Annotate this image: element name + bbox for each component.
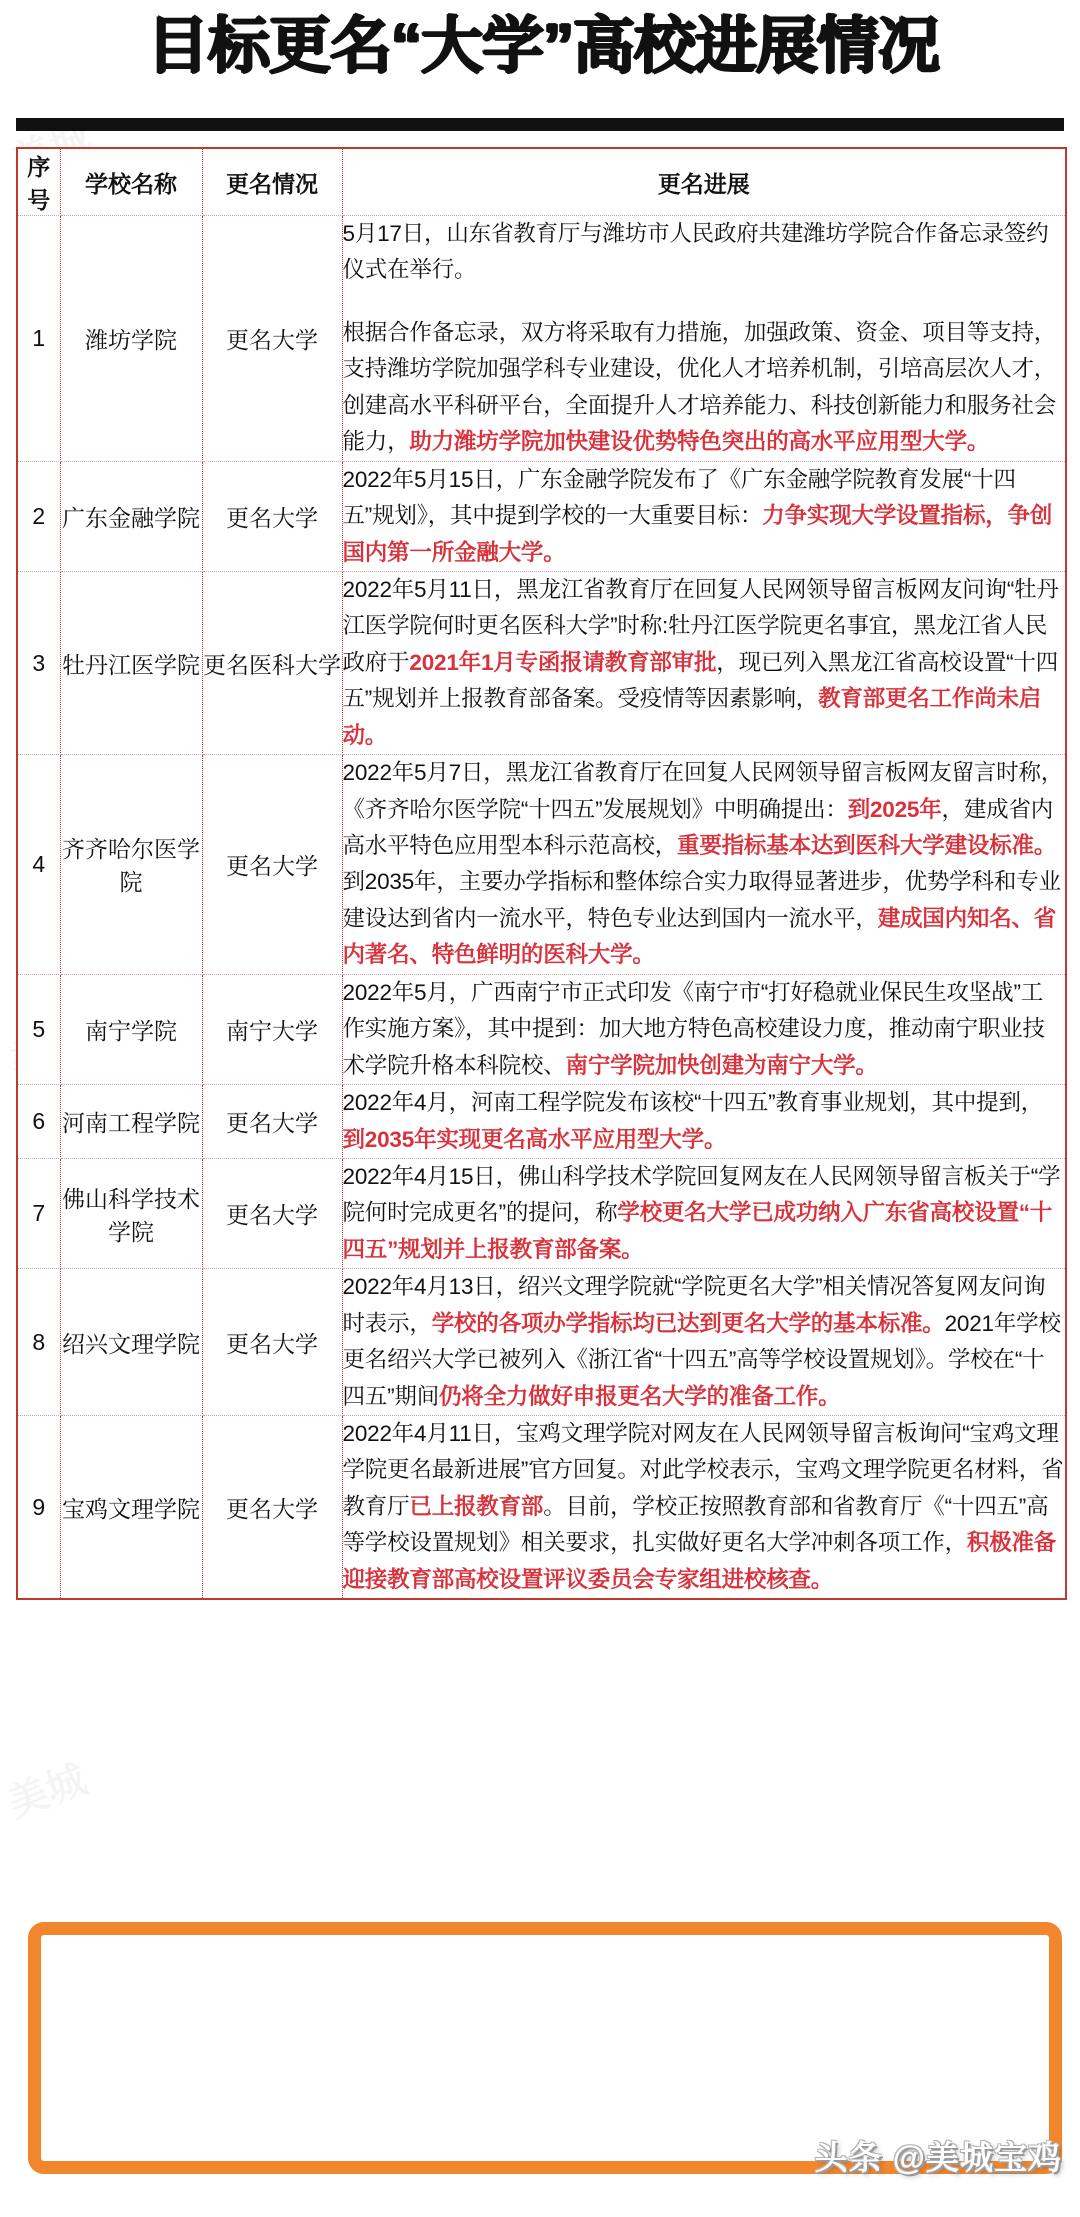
table-row xyxy=(17,1158,1066,1268)
cell-index: 2 xyxy=(17,461,60,571)
table-row xyxy=(17,1085,1066,1159)
body-text: 到2035年，主要办学指标和整体综合实力取得显著进步，优势学科和专业建设达到省内一流水平，特色专业达到国内一流水平， xyxy=(342,869,1061,931)
column-header-index: 序号 xyxy=(17,148,60,216)
highlighted-text: 重要指标基本达到医科大学建设标准。 xyxy=(677,833,1057,858)
body-text: ，建成省内高水平特色应用型本科示范高校， xyxy=(342,796,1054,858)
body-text: 2022年5月7日，黑龙江省教育厅在回复人民网领导留言板网友留言时称，《齐齐哈尔医学院“十四五”发展规划》中明确提出： xyxy=(342,760,1064,822)
highlighted-text: 积极准备迎接教育部高校设置评议委员会专家组进校核查。 xyxy=(342,1530,1057,1592)
cell-school: 河南工程学院 xyxy=(60,1085,202,1159)
body-text: ，现已列入黑龙江省高校设置“十四五”规划并上报教育部备案。受疫情等因素影响， xyxy=(342,649,1059,712)
progress-paragraph xyxy=(343,315,1066,461)
cell-status: 更名大学 xyxy=(202,1085,342,1159)
cell-index: 6 xyxy=(17,1085,60,1159)
progress-paragraph xyxy=(343,1416,1066,1598)
cell-school: 佛山科学技术学院 xyxy=(60,1158,202,1268)
cell-school: 南宁学院 xyxy=(60,974,202,1084)
cell-index: 3 xyxy=(17,571,60,754)
highlighted-text: 教育部更名工作尚未启动。 xyxy=(342,686,1042,748)
table-row xyxy=(17,1416,1066,1600)
cell-status: 更名大学 xyxy=(202,755,342,975)
highlighted-text: 力争实现大学设置指标，争创国内第一所金融大学。 xyxy=(342,503,1053,565)
highlighted-text: 助力潍坊学院加快建设优势特色突出的高水平应用型大学。 xyxy=(409,429,990,455)
cell-status: 更名大学 xyxy=(202,1269,342,1416)
cell-progress xyxy=(342,571,1066,754)
body-text: 5月17日，山东省教育厅与潍坊市人民政府共建潍坊学院合作备忘录签约仪式在举行。 xyxy=(342,221,1049,283)
column-header-school: 学校名称 xyxy=(60,148,202,216)
cell-progress xyxy=(342,974,1066,1084)
progress-paragraph xyxy=(343,975,1066,1084)
ghost-watermark xyxy=(0,1748,93,1829)
cell-index: 4 xyxy=(17,755,60,975)
body-text: 2022年4月，河南工程学院发布该校“十四五”教育事业规划，其中提到， xyxy=(342,1090,1044,1116)
highlighted-text: 已上报教育部 xyxy=(409,1493,544,1519)
table-row xyxy=(17,1269,1066,1416)
cell-index: 5 xyxy=(17,974,60,1084)
body-text: 2022年4月13日，绍兴文理学院就“学院更名大学”相关情况答复网友问询时表示， xyxy=(342,1274,1046,1336)
highlighted-text: 2021年1月专函报请教育部审批 xyxy=(409,649,717,675)
table-header xyxy=(17,148,1066,216)
cell-progress xyxy=(342,1158,1066,1268)
progress-paragraph xyxy=(343,1085,1066,1158)
table-row xyxy=(17,461,1066,571)
cell-status: 更名医科大学 xyxy=(202,571,342,754)
cell-progress xyxy=(342,461,1066,571)
progress-paragraph xyxy=(343,572,1066,754)
highlighted-text: 到2035年实现更名高水平应用型大学。 xyxy=(342,1126,727,1152)
cell-status: 南宁大学 xyxy=(202,974,342,1084)
table-row xyxy=(17,974,1066,1084)
body-text: 根据合作备忘录，双方将采取有力措施，加强政策、资金、项目等支持，支持潍坊学院加强学科专业建设，优化人才培养机制，引培高层次人才，创建高水平科研平台，全面提升人才培养能力、科技创新能力和服务社会能力， xyxy=(342,319,1057,455)
body-text: 2022年4月15日，佛山科学技术学院回复网友在人民网领导留言板关于“学院何时完成更名”的提问，称 xyxy=(342,1163,1061,1226)
progress-paragraph xyxy=(343,1159,1066,1268)
body-text: 2021年学校更名绍兴大学已被列入《浙江省“十四五”高等学校设置规划》。学校在“十四五”期间 xyxy=(342,1310,1061,1409)
body-text: 2022年5月，广西南宁市正式印发《南宁市“打好稳就业保民生攻坚战”工作实施方案》，其中提到：加大地方特色高校建设力度，推动南宁职业技术学院升格本科院校、 xyxy=(342,979,1045,1078)
highlighted-text: 到2025年 xyxy=(847,796,942,822)
cell-school: 牡丹江医学院 xyxy=(60,571,202,754)
highlighted-text: 学校更名大学已成功纳入广东省高校设置“十四五”规划并上报教育部备案。 xyxy=(342,1200,1053,1262)
cell-progress xyxy=(342,755,1066,975)
brand-watermark: 头条 @美城宝鸡 xyxy=(814,2139,1062,2176)
cell-index: 8 xyxy=(17,1269,60,1416)
body-text: 2022年5月11日，黑龙江省教育厅在回复人民网领导留言板网友问询“牡丹江医学院何时更名医科大学”时称:牡丹江医学院更名事宜，黑龙江省人民政府于 xyxy=(342,576,1059,675)
title-bar xyxy=(0,0,1080,94)
highlighted-text: 南宁学院加快创建为南宁大学。 xyxy=(565,1052,878,1078)
progress-paragraph xyxy=(343,462,1066,571)
cell-status: 更名大学 xyxy=(202,1158,342,1268)
column-header-progress: 更名进展 xyxy=(342,148,1066,216)
page-title: 目标更名“大学”高校进展情况 xyxy=(146,12,939,81)
progress-paragraph xyxy=(343,216,1066,289)
university-rename-progress-table xyxy=(16,147,1067,1600)
progress-paragraph xyxy=(343,755,1066,974)
cell-school: 潍坊学院 xyxy=(60,216,202,462)
body-text: 2022年4月11日，宝鸡文理学院对网友在人民网领导留言板询问“宝鸡文理学院更名最新进展”官方回复。对此学校表示，宝鸡文理学院更名材料，省教育厅 xyxy=(342,1421,1064,1519)
table-header-row xyxy=(17,148,1066,216)
cell-school: 齐齐哈尔医学院 xyxy=(60,755,202,975)
highlighted-text: 仍将全力做好申报更名大学的准备工作。 xyxy=(439,1383,841,1409)
cell-school: 广东金融学院 xyxy=(60,461,202,571)
cell-status: 更名大学 xyxy=(202,216,342,462)
highlighted-text: 建成国内知名、省内著名、特色鲜明的医科大学。 xyxy=(342,905,1057,968)
column-header-status: 更名情况 xyxy=(202,148,342,216)
cell-progress xyxy=(342,1085,1066,1159)
cell-index: 1 xyxy=(17,216,60,462)
progress-table-container xyxy=(16,147,1065,1600)
table-row xyxy=(17,216,1066,462)
table-row xyxy=(17,571,1066,754)
cell-progress xyxy=(342,1416,1066,1600)
table-body xyxy=(17,216,1066,1600)
cell-progress xyxy=(342,1269,1066,1416)
highlighted-text: 学校的各项办学指标均已达到更名大学的基本标准。 xyxy=(431,1310,945,1336)
body-text: 。目前，学校正按照教育部和省教育厅《“十四五”高等学校设置规划》相关要求，扎实做好更名大学冲刺各项工作， xyxy=(342,1493,1049,1556)
progress-paragraph xyxy=(343,1269,1066,1415)
cell-index: 9 xyxy=(17,1416,60,1600)
cell-index: 7 xyxy=(17,1158,60,1268)
cell-school: 绍兴文理学院 xyxy=(60,1269,202,1416)
body-text: 2022年5月15日，广东金融学院发布了《广东金融学院教育发展“十四五”规划》，其中提到学校的一大重要目标： xyxy=(342,466,1016,529)
cell-status: 更名大学 xyxy=(202,461,342,571)
title-divider-rule xyxy=(16,118,1064,131)
cell-progress xyxy=(342,216,1066,462)
cell-school: 宝鸡文理学院 xyxy=(60,1416,202,1600)
table-row xyxy=(17,755,1066,975)
cell-status: 更名大学 xyxy=(202,1416,342,1600)
